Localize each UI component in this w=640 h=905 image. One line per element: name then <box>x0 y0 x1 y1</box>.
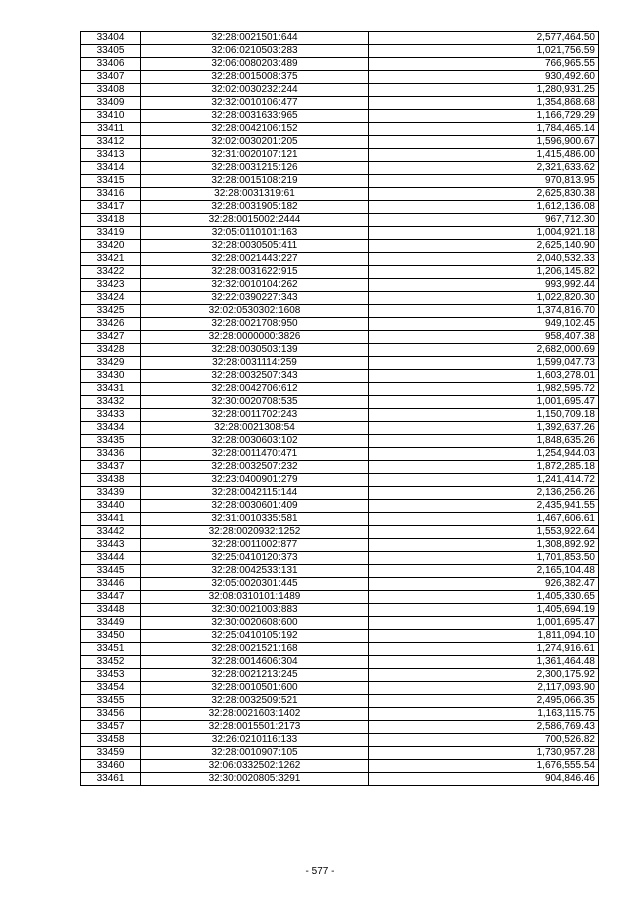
row-number-cell: 33438 <box>81 474 141 487</box>
table-row <box>81 71 599 84</box>
table-row <box>81 370 599 383</box>
amount-cell: 2,117,093.90 <box>369 682 599 695</box>
row-number-cell: 33460 <box>81 760 141 773</box>
amount-cell: 2,321,633.62 <box>369 162 599 175</box>
table-row <box>81 162 599 175</box>
amount-cell: 1,392,637.26 <box>369 422 599 435</box>
cadastral-number-cell: 32:05:0020301:445 <box>141 578 369 591</box>
table-row <box>81 201 599 214</box>
amount-cell: 1,599,047.73 <box>369 357 599 370</box>
amount-cell: 1,021,756.59 <box>369 45 599 58</box>
cadastral-number-cell: 32:32:0010104:262 <box>141 279 369 292</box>
cadastral-number-cell: 32:28:0021708:950 <box>141 318 369 331</box>
cadastral-number-cell: 32:28:0042533:131 <box>141 565 369 578</box>
cadastral-number-cell: 32:28:0014606:304 <box>141 656 369 669</box>
table-row <box>81 526 599 539</box>
table-row <box>81 734 599 747</box>
amount-cell: 1,274,916.61 <box>369 643 599 656</box>
table-row <box>81 188 599 201</box>
amount-cell: 1,163,115.75 <box>369 708 599 721</box>
row-number-cell: 33456 <box>81 708 141 721</box>
row-number-cell: 33421 <box>81 253 141 266</box>
amount-cell: 1,596,900.67 <box>369 136 599 149</box>
table-row <box>81 266 599 279</box>
table-row <box>81 591 599 604</box>
amount-cell: 926,382.47 <box>369 578 599 591</box>
cadastral-number-cell: 32:28:0031905:182 <box>141 201 369 214</box>
table-row <box>81 123 599 136</box>
table-row <box>81 682 599 695</box>
amount-cell: 1,848,635.26 <box>369 435 599 448</box>
cadastral-number-cell: 32:23:0400901:279 <box>141 474 369 487</box>
table-row <box>81 136 599 149</box>
page-number: - 577 - <box>305 866 335 877</box>
row-number-cell: 33410 <box>81 110 141 123</box>
row-number-cell: 33461 <box>81 773 141 786</box>
amount-cell: 1,206,145.82 <box>369 266 599 279</box>
row-number-cell: 33411 <box>81 123 141 136</box>
amount-cell: 1,701,853.50 <box>369 552 599 565</box>
table-row <box>81 708 599 721</box>
amount-cell: 700,526.82 <box>369 734 599 747</box>
row-number-cell: 33418 <box>81 214 141 227</box>
amount-cell: 1,872,285.18 <box>369 461 599 474</box>
table-row <box>81 552 599 565</box>
amount-cell: 2,435,941.55 <box>369 500 599 513</box>
row-number-cell: 33457 <box>81 721 141 734</box>
cadastral-number-cell: 32:28:0031633:965 <box>141 110 369 123</box>
amount-cell: 1,354,868.68 <box>369 97 599 110</box>
amount-cell: 2,040,532.33 <box>369 253 599 266</box>
amount-cell: 904,846.46 <box>369 773 599 786</box>
cadastral-number-cell: 32:28:0010907:105 <box>141 747 369 760</box>
row-number-cell: 33450 <box>81 630 141 643</box>
row-number-cell: 33454 <box>81 682 141 695</box>
table-row <box>81 396 599 409</box>
row-number-cell: 33440 <box>81 500 141 513</box>
row-number-cell: 33448 <box>81 604 141 617</box>
row-number-cell: 33419 <box>81 227 141 240</box>
table-row <box>81 617 599 630</box>
row-number-cell: 33458 <box>81 734 141 747</box>
row-number-cell: 33449 <box>81 617 141 630</box>
row-number-cell: 33426 <box>81 318 141 331</box>
row-number-cell: 33436 <box>81 448 141 461</box>
table-row <box>81 461 599 474</box>
row-number-cell: 33437 <box>81 461 141 474</box>
amount-cell: 1,001,695.47 <box>369 617 599 630</box>
table-row <box>81 643 599 656</box>
table-row <box>81 773 599 786</box>
table-row <box>81 487 599 500</box>
cadastral-number-cell: 32:30:0020708:535 <box>141 396 369 409</box>
row-number-cell: 33444 <box>81 552 141 565</box>
cadastral-number-cell: 32:28:0015501:2173 <box>141 721 369 734</box>
row-number-cell: 33414 <box>81 162 141 175</box>
row-number-cell: 33420 <box>81 240 141 253</box>
cadastral-number-cell: 32:28:0015108:219 <box>141 175 369 188</box>
cadastral-number-cell: 32:31:0020107:121 <box>141 149 369 162</box>
row-number-cell: 33404 <box>81 32 141 45</box>
cadastral-number-cell: 32:30:0020805:3291 <box>141 773 369 786</box>
amount-cell: 993,992.44 <box>369 279 599 292</box>
table-row <box>81 721 599 734</box>
row-number-cell: 33427 <box>81 331 141 344</box>
amount-cell: 1,467,606.61 <box>369 513 599 526</box>
table-row <box>81 383 599 396</box>
table-row <box>81 604 599 617</box>
table-row <box>81 58 599 71</box>
table-row <box>81 279 599 292</box>
table-body <box>81 32 599 786</box>
cadastral-number-cell: 32:22:0390227:343 <box>141 292 369 305</box>
table-row <box>81 422 599 435</box>
amount-cell: 958,407.38 <box>369 331 599 344</box>
table-row <box>81 240 599 253</box>
cadastral-number-cell: 32:28:0015008:375 <box>141 71 369 84</box>
row-number-cell: 33451 <box>81 643 141 656</box>
cadastral-number-cell: 32:28:0021501:644 <box>141 32 369 45</box>
row-number-cell: 33415 <box>81 175 141 188</box>
amount-cell: 2,300,175.92 <box>369 669 599 682</box>
row-number-cell: 33441 <box>81 513 141 526</box>
row-number-cell: 33447 <box>81 591 141 604</box>
row-number-cell: 33455 <box>81 695 141 708</box>
row-number-cell: 33429 <box>81 357 141 370</box>
cadastral-value-table <box>80 31 599 786</box>
table-row <box>81 448 599 461</box>
row-number-cell: 33442 <box>81 526 141 539</box>
row-number-cell: 33407 <box>81 71 141 84</box>
row-number-cell: 33431 <box>81 383 141 396</box>
table-row <box>81 97 599 110</box>
cadastral-number-cell: 32:25:0410120:373 <box>141 552 369 565</box>
cadastral-number-cell: 32:28:0021213:245 <box>141 669 369 682</box>
cadastral-number-cell: 32:28:0000000:3826 <box>141 331 369 344</box>
table-row <box>81 227 599 240</box>
amount-cell: 967,712.30 <box>369 214 599 227</box>
table-row <box>81 474 599 487</box>
cadastral-number-cell: 32:28:0042106:152 <box>141 123 369 136</box>
row-number-cell: 33412 <box>81 136 141 149</box>
cadastral-number-cell: 32:28:0032509:521 <box>141 695 369 708</box>
amount-cell: 1,241,414.72 <box>369 474 599 487</box>
table-row <box>81 344 599 357</box>
table-row <box>81 110 599 123</box>
table-row <box>81 305 599 318</box>
table-row <box>81 747 599 760</box>
cadastral-number-cell: 32:28:0042115:144 <box>141 487 369 500</box>
cadastral-number-cell: 32:28:0011002:877 <box>141 539 369 552</box>
row-number-cell: 33432 <box>81 396 141 409</box>
row-number-cell: 33405 <box>81 45 141 58</box>
amount-cell: 1,001,695.47 <box>369 396 599 409</box>
cadastral-number-cell: 32:06:0332502:1262 <box>141 760 369 773</box>
amount-cell: 2,165,104.48 <box>369 565 599 578</box>
cadastral-number-cell: 32:02:0030232:244 <box>141 84 369 97</box>
amount-cell: 1,676,555.54 <box>369 760 599 773</box>
amount-cell: 1,730,957.28 <box>369 747 599 760</box>
row-number-cell: 33428 <box>81 344 141 357</box>
cadastral-number-cell: 32:28:0020932:1252 <box>141 526 369 539</box>
amount-cell: 970,813.95 <box>369 175 599 188</box>
amount-cell: 1,166,729.29 <box>369 110 599 123</box>
row-number-cell: 33459 <box>81 747 141 760</box>
amount-cell: 1,811,094.10 <box>369 630 599 643</box>
cadastral-number-cell: 32:28:0031319:61 <box>141 188 369 201</box>
row-number-cell: 33424 <box>81 292 141 305</box>
cadastral-number-cell: 32:02:0530302:1608 <box>141 305 369 318</box>
cadastral-number-cell: 32:28:0032507:343 <box>141 370 369 383</box>
cadastral-number-cell: 32:25:0410105:192 <box>141 630 369 643</box>
row-number-cell: 33443 <box>81 539 141 552</box>
amount-cell: 1,361,464.48 <box>369 656 599 669</box>
amount-cell: 2,577,464.50 <box>369 32 599 45</box>
amount-cell: 2,682,000.69 <box>369 344 599 357</box>
table-row <box>81 214 599 227</box>
table-row <box>81 318 599 331</box>
table-row <box>81 175 599 188</box>
amount-cell: 2,625,830.38 <box>369 188 599 201</box>
table-row <box>81 253 599 266</box>
row-number-cell: 33452 <box>81 656 141 669</box>
cadastral-number-cell: 32:02:0030201:205 <box>141 136 369 149</box>
cadastral-number-cell: 32:08:0310101:1489 <box>141 591 369 604</box>
amount-cell: 2,136,256.26 <box>369 487 599 500</box>
cadastral-number-cell: 32:06:0080203:489 <box>141 58 369 71</box>
table-row <box>81 760 599 773</box>
row-number-cell: 33408 <box>81 84 141 97</box>
amount-cell: 930,492.60 <box>369 71 599 84</box>
cadastral-number-cell: 32:30:0020608:600 <box>141 617 369 630</box>
amount-cell: 1,603,278.01 <box>369 370 599 383</box>
table-row <box>81 565 599 578</box>
amount-cell: 1,280,931.25 <box>369 84 599 97</box>
table-row <box>81 331 599 344</box>
cadastral-number-cell: 32:28:0030603:102 <box>141 435 369 448</box>
table-row <box>81 630 599 643</box>
amount-cell: 2,586,769.43 <box>369 721 599 734</box>
amount-cell: 949,102.45 <box>369 318 599 331</box>
row-number-cell: 33439 <box>81 487 141 500</box>
table-row <box>81 669 599 682</box>
cadastral-number-cell: 32:28:0011702:243 <box>141 409 369 422</box>
cadastral-number-cell: 32:06:0210503:283 <box>141 45 369 58</box>
row-number-cell: 33435 <box>81 435 141 448</box>
amount-cell: 1,405,694.19 <box>369 604 599 617</box>
table-row <box>81 409 599 422</box>
cadastral-number-cell: 32:28:0021308:54 <box>141 422 369 435</box>
cadastral-number-cell: 32:28:0032507:232 <box>141 461 369 474</box>
table-row <box>81 292 599 305</box>
table-row <box>81 435 599 448</box>
cadastral-number-cell: 32:28:0031215:126 <box>141 162 369 175</box>
row-number-cell: 33425 <box>81 305 141 318</box>
table-row <box>81 149 599 162</box>
amount-cell: 1,553,922.64 <box>369 526 599 539</box>
row-number-cell: 33406 <box>81 58 141 71</box>
amount-cell: 1,415,486.00 <box>369 149 599 162</box>
cadastral-number-cell: 32:28:0015002:2444 <box>141 214 369 227</box>
cadastral-number-cell: 32:28:0030601:409 <box>141 500 369 513</box>
table-row <box>81 578 599 591</box>
cadastral-number-cell: 32:28:0010501:600 <box>141 682 369 695</box>
cadastral-number-cell: 32:28:0030505:411 <box>141 240 369 253</box>
row-number-cell: 33409 <box>81 97 141 110</box>
table-row <box>81 45 599 58</box>
amount-cell: 2,495,066.35 <box>369 695 599 708</box>
cadastral-number-cell: 32:28:0021443:227 <box>141 253 369 266</box>
table-row <box>81 539 599 552</box>
amount-cell: 766,965.55 <box>369 58 599 71</box>
cadastral-number-cell: 32:28:0030503:139 <box>141 344 369 357</box>
amount-cell: 1,004,921.18 <box>369 227 599 240</box>
amount-cell: 1,405,330.65 <box>369 591 599 604</box>
row-number-cell: 33430 <box>81 370 141 383</box>
row-number-cell: 33416 <box>81 188 141 201</box>
amount-cell: 1,982,595.72 <box>369 383 599 396</box>
cadastral-number-cell: 32:26:0210116:133 <box>141 734 369 747</box>
row-number-cell: 33445 <box>81 565 141 578</box>
table-row <box>81 357 599 370</box>
row-number-cell: 33434 <box>81 422 141 435</box>
cadastral-number-cell: 32:28:0021521:168 <box>141 643 369 656</box>
cadastral-number-cell: 32:28:0031114:259 <box>141 357 369 370</box>
row-number-cell: 33422 <box>81 266 141 279</box>
amount-cell: 1,150,709.18 <box>369 409 599 422</box>
cadastral-number-cell: 32:28:0011470:471 <box>141 448 369 461</box>
table-row <box>81 513 599 526</box>
cadastral-number-cell: 32:30:0021003:883 <box>141 604 369 617</box>
cadastral-number-cell: 32:28:0031622:915 <box>141 266 369 279</box>
table-row <box>81 84 599 97</box>
amount-cell: 1,612,136.08 <box>369 201 599 214</box>
amount-cell: 1,308,892.92 <box>369 539 599 552</box>
cadastral-number-cell: 32:31:0010335:581 <box>141 513 369 526</box>
amount-cell: 1,022,820.30 <box>369 292 599 305</box>
table-row <box>81 500 599 513</box>
amount-cell: 1,374,816.70 <box>369 305 599 318</box>
table-row <box>81 32 599 45</box>
row-number-cell: 33446 <box>81 578 141 591</box>
row-number-cell: 33423 <box>81 279 141 292</box>
row-number-cell: 33417 <box>81 201 141 214</box>
cadastral-number-cell: 32:05:0110101:163 <box>141 227 369 240</box>
amount-cell: 2,625,140.90 <box>369 240 599 253</box>
row-number-cell: 33413 <box>81 149 141 162</box>
cadastral-number-cell: 32:28:0042706:612 <box>141 383 369 396</box>
row-number-cell: 33433 <box>81 409 141 422</box>
amount-cell: 1,784,465.14 <box>369 123 599 136</box>
table-row <box>81 695 599 708</box>
table-row <box>81 656 599 669</box>
amount-cell: 1,254,944.03 <box>369 448 599 461</box>
cadastral-number-cell: 32:32:0010106:477 <box>141 97 369 110</box>
cadastral-number-cell: 32:28:0021603:1402 <box>141 708 369 721</box>
row-number-cell: 33453 <box>81 669 141 682</box>
